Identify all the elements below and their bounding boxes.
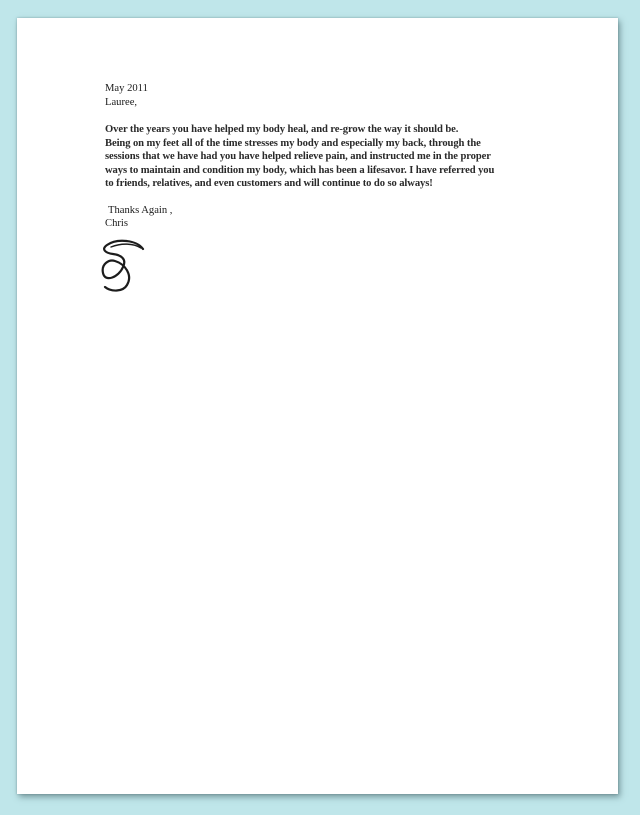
signer-name: Chris	[105, 218, 128, 229]
letter-body-line: to friends, relatives, and even customers and will continue to do so always!	[105, 178, 433, 189]
letter-body-line: sessions that we have had you have helped relieve pain, and instructed me in the proper	[105, 151, 491, 162]
letter-page	[17, 18, 618, 794]
handwritten-signature-icon	[97, 235, 159, 293]
letter-body-line: Being on my feet all of the time stresses my body and especially my back, through the	[105, 137, 481, 149]
letter-greeting: Lauree,	[105, 96, 138, 108]
letter-closing: Thanks Again ,	[108, 204, 173, 216]
letter-body-line: ways to maintain and condition my body, which has been a lifesavor. I have referred you	[105, 164, 495, 176]
letter-content	[105, 82, 545, 231]
letter-body-line: Over the years you have helped my body heal, and re-grow the way it should be.	[105, 124, 459, 135]
letter-date: May 2011	[105, 83, 148, 94]
letter-body	[105, 123, 545, 191]
